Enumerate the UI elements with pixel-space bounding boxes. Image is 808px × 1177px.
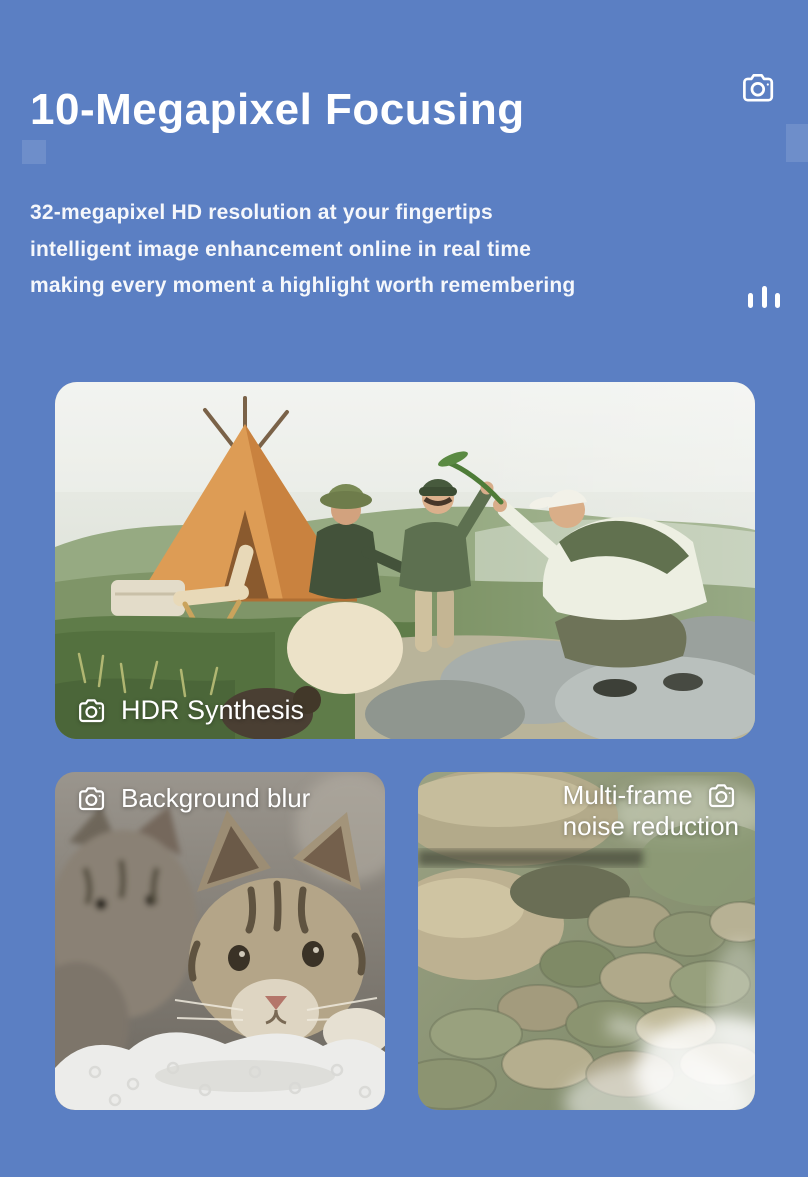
- decor-square-right: [786, 124, 808, 162]
- noise-reduction-text-line2: noise reduction: [562, 811, 739, 841]
- camera-icon: [739, 70, 777, 105]
- noise-reduction-text-line1: Multi-frame: [562, 780, 693, 810]
- decor-square-left: [22, 140, 46, 164]
- background-blur-text: Background blur: [121, 783, 311, 813]
- noise-reduction-label: [563, 780, 739, 842]
- equalizer-bars-icon: [748, 286, 780, 308]
- background-blur-label: [75, 783, 310, 814]
- hdr-synthesis-text: HDR Synthesis: [121, 695, 305, 725]
- photo-kittens: [55, 772, 385, 1110]
- hdr-synthesis-label: [75, 695, 304, 726]
- page-title: 10-Megapixel Focusing: [30, 85, 525, 135]
- feature-card-hdr-synthesis: [55, 382, 755, 739]
- photo-camping-scene: [55, 382, 755, 739]
- feature-card-background-blur: [55, 772, 385, 1110]
- camera-icon: [705, 781, 738, 810]
- intro-line: 32-megapixel HD resolution at your fingertips: [30, 201, 493, 224]
- intro-text: [30, 195, 575, 305]
- intro-line: intelligent image enhancement online in real time: [30, 237, 532, 261]
- camera-icon: [75, 784, 108, 813]
- feature-card-noise-reduction: [418, 772, 755, 1110]
- intro-line: making every moment a highlight worth remembering: [30, 274, 576, 297]
- camera-icon: [75, 696, 108, 725]
